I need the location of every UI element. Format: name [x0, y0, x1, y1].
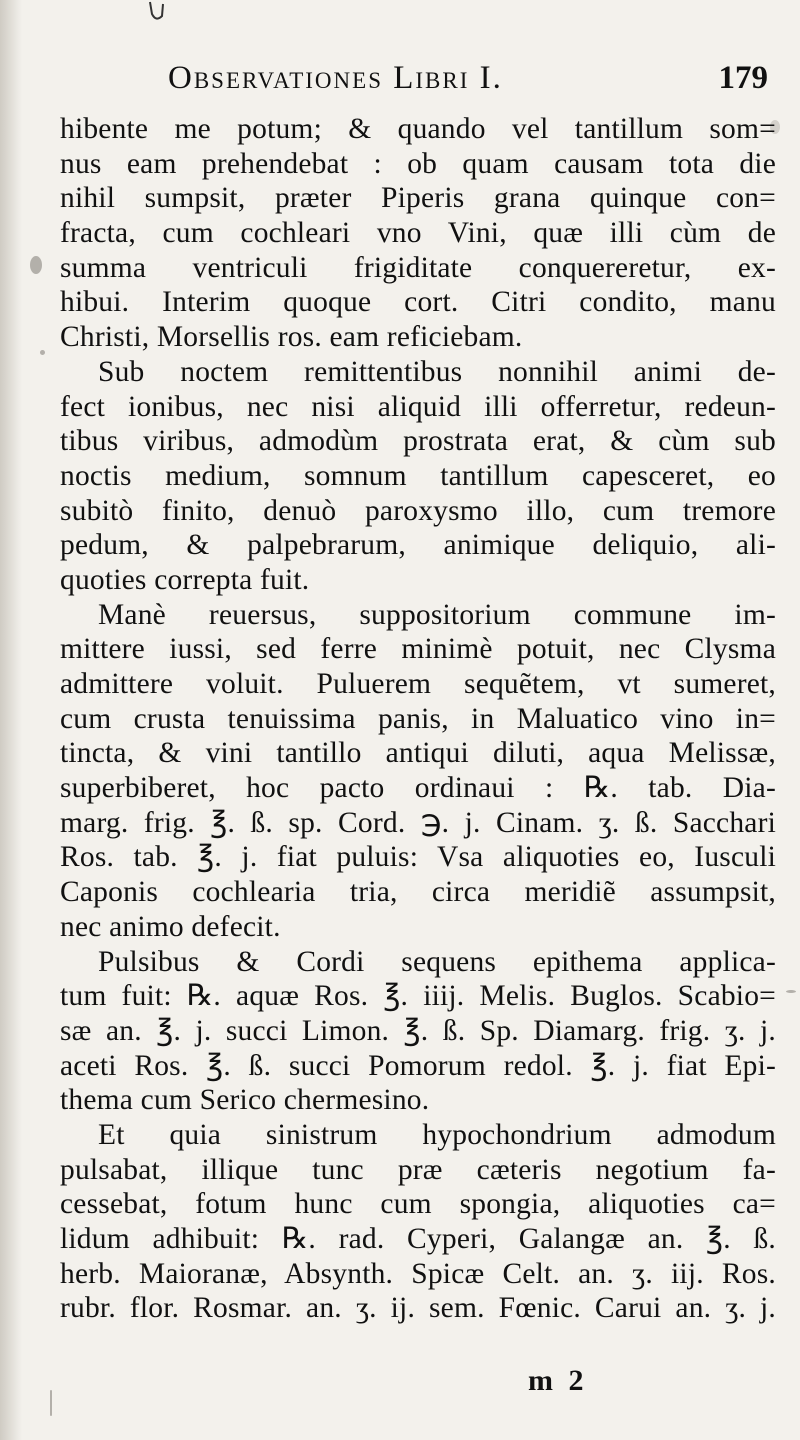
running-head	[168, 60, 768, 110]
text-line: Pulsibus & Cordi sequens epithema applica-	[98, 945, 776, 978]
text-line: cum crusta tenuissima panis, in Maluatico vino in=	[60, 702, 776, 735]
text-line: cessebat, fotum hunc cum spongia, aliquoties ca=	[60, 1188, 776, 1221]
text-line: Caponis cochlearia tria, circa meridiẽ assumpsit,	[60, 876, 776, 909]
text-line: nec animo defecit.	[60, 910, 281, 943]
text-line: quoties correpta fuit.	[60, 563, 310, 596]
text-line: Manè reuersus, suppositorium commune im-	[98, 598, 776, 631]
text-line: tibus viribus, admodùm prostrata erat, & cùm sub	[60, 425, 776, 458]
text-line: lidum adhibuit: ℞. rad. Cyperi, Galangæ an. ℥. ß.	[60, 1223, 776, 1255]
text-line: tincta, & vini tantillo antiqui diluti, aqua Melissæ,	[60, 737, 776, 770]
text-line: Ros. tab. ℥. j. fiat puluis: Vsa aliquoties eo, Iusculi	[60, 841, 776, 874]
ink-speck	[40, 350, 45, 355]
text-line: hibui. Interim quoque cort. Citri condito, manu	[60, 286, 776, 319]
text-line: hibente me potum; & quando vel tantillum som=	[60, 113, 776, 145]
text-line: summa ventriculi frigiditate conquereretur, ex-	[60, 251, 776, 284]
text-line: Christi, Morsellis ros. eam reficiebam.	[60, 321, 523, 354]
running-title: Observationes Libri I.	[168, 60, 503, 96]
text-line: fect ionibus, nec nisi aliquid illi offerretur, redeun-	[60, 390, 776, 423]
text-line: marg. frig. ℥. ß. sp. Cord. ℈. j. Cinam. ʒ. ß. Sacchari	[60, 806, 776, 839]
text-line: tum fuit: ℞. aquæ Ros. ℥. iiij. Melis. Buglos. Scabio=	[60, 980, 776, 1013]
text-line: nus eam prehendebat : ob quam causam tota die	[60, 147, 776, 180]
page-number: 179	[718, 60, 768, 96]
text-line: fracta, cum cochleari vno Vini, quæ illi cùm de	[60, 217, 776, 250]
text-line: thema cum Serico chermesino.	[60, 1084, 430, 1117]
body-text	[60, 112, 776, 1326]
text-line: pedum, & palpebrarum, animique deliquio, ali-	[60, 529, 776, 562]
ink-mark-icon	[146, 0, 168, 26]
text-line: sæ an. ℥. j. succi Limon. ℥. ß. Sp. Diamarg. frig. ʒ. j.	[60, 1014, 776, 1047]
signature-mark: m 2	[528, 1364, 588, 1397]
text-line: Sub noctem remittentibus nonnihil animi de-	[98, 355, 776, 388]
text-line: Et quia sinistrum hypochondrium admodum	[98, 1118, 776, 1151]
text-line: aceti Ros. ℥. ß. succi Pomorum redol. ℥. j. fiat Epi-	[60, 1049, 776, 1082]
ink-speck	[786, 990, 796, 993]
text-line: pulsabat, illique tunc præ cæteris negotium fa-	[60, 1153, 776, 1186]
ink-speck	[50, 1390, 52, 1416]
ink-speck	[30, 256, 42, 274]
text-line: admittere voluit. Puluerem sequẽtem, vt sumeret,	[60, 668, 776, 700]
text-line: mittere iussi, sed ferre minimè potuit, nec Clysma	[60, 633, 776, 666]
text-line: subitò finito, denuò paroxysmo illo, cum tremore	[60, 494, 776, 527]
text-line: herb. Maioranæ, Absynth. Spicæ Celt. an. ʒ. iij. Ros.	[60, 1257, 776, 1290]
text-line: superbiberet, hoc pacto ordinaui : ℞. tab. Dia-	[60, 772, 776, 805]
page-gutter-shadow	[0, 0, 22, 1440]
text-line: rubr. flor. Rosmar. an. ʒ. ij. sem. Fœnic. Carui an. ʒ. j.	[60, 1292, 776, 1325]
text-line: noctis medium, somnum tantillum capesceret, eo	[60, 459, 776, 492]
text-line: nihil sumpsit, præter Piperis grana quinque con=	[60, 182, 776, 215]
